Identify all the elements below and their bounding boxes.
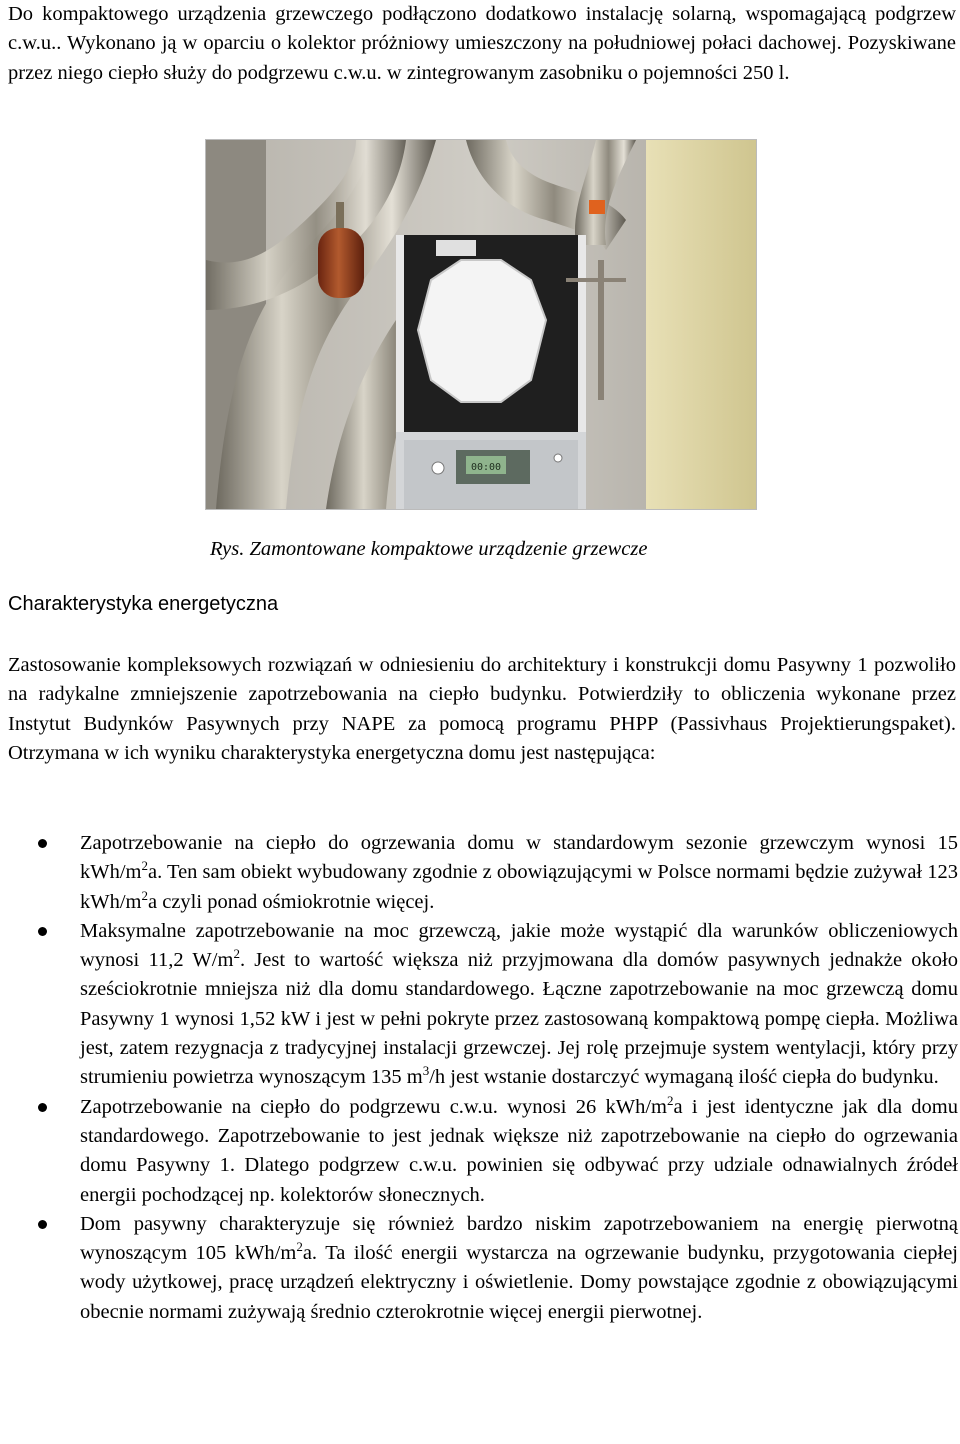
list-item: Maksymalne zapotrzebowanie na moc grzewczą, jakie może wystąpić dla warunków obliczeniowych wynosi 11,2 $W/m^2$. Jest to wartość większa niż przyjmowana dla domów pasywnych jednakże około sześciokrotnie mniejsza niż dla domu standardowego. Łączne zapotrzebowanie na moc grzewczą domu Pasywny 1 wynosi 1,52 kW i jest w pełni pokryte przez zastosowaną kompaktową pompę ciepła. Możliwa jest, zatem rezygnacja z tradycyjnej instalacji grzewczej. Jej rolę przejmuje system wentylacji, który przy strumieniu powietrza wynoszącym 135 $m^3/h$ jest wstanie dostarczyć wymaganą ilość ciepła do budynku.: [0, 917, 958, 1093]
intro-paragraph: Do kompaktowego urządzenia grzewczego podłączono dodatkowo instalację solarną, wspomagającą podgrzew c.w.u.. Wykonano ją w oparciu o kolektor próżniowy umieszczony na południowej połaci dachowej. Pozyskiwane przez niego ciepło służy do podgrzewu c.w.u. w zintegrowanym zasobniku o pojemności 250 l.: [8, 3, 956, 84]
energy-characteristics-list: [0, 829, 958, 1327]
list-item: Zapotrzebowanie na ciepło do ogrzewania domu w standardowym sezonie grzewczym wynosi 15 kWh/$m^2a$. Ten sam obiekt wybudowany zgodnie z obowiązującymi w Polsce normami będzie zużywał 123 kWh/$m^2a$ czyli ponad ośmiokrotnie więcej.: [0, 829, 958, 917]
bullet-icon: [38, 1220, 47, 1229]
list-item: Dom pasywny charakteryzuje się również bardzo niskim zapotrzebowaniem na energię pierwotną wynoszącym 105 kWh/$m^2a$. Ta ilość energii wystarcza na ogrzewanie budynku, przygotowania ciepłej wody użytkowej, pracę urządzeń elektryczny i oświetlenie. Domy powstające zgodnie z obowiązującymi obecnie normami zużywają średnio czterokrotnie więcej energii pierwotnej.: [0, 1210, 958, 1327]
section-heading: Charakterystyka energetyczna: [8, 593, 279, 615]
list-item: Zapotrzebowanie na ciepło do podgrzewu c.w.u. wynosi 26 kWh/$m^2a$ i jest identyczne jak dla domu standardowego. Zapotrzebowanie to jest jednak większe niż zapotrzebowanie na ciepło do ogrzewania domu Pasywny 1. Dlatego podgrzew c.w.u. powinien się odbywać przy udziale odnawialnych źródeł energii pochodzącej np. kolektorów słonecznych.: [0, 1093, 958, 1210]
bullet-icon: [38, 1103, 47, 1112]
bullet-icon: [38, 927, 47, 936]
figure-caption: Rys. Zamontowane kompaktowe urządzenie grzewcze: [210, 538, 648, 560]
body-paragraph: Zastosowanie kompleksowych rozwiązań w odniesieniu do architektury i konstrukcji domu Pasywny 1 pozwoliło na radykalne zmniejszenie zapotrzebowania na ciepło budynku. Potwierdziły to obliczenia wykonane przez Instytut Budynków Pasywnych przy NAPE za pomocą programu PHPP (Passivhaus Projektierungspaket). Otrzymana w ich wyniku charakterystyka energetyczna domu jest następująca:: [8, 654, 956, 764]
bullet-icon: [38, 839, 47, 848]
heating-unit-photo: [205, 139, 757, 510]
control-display-text: 00:00: [470, 462, 502, 473]
